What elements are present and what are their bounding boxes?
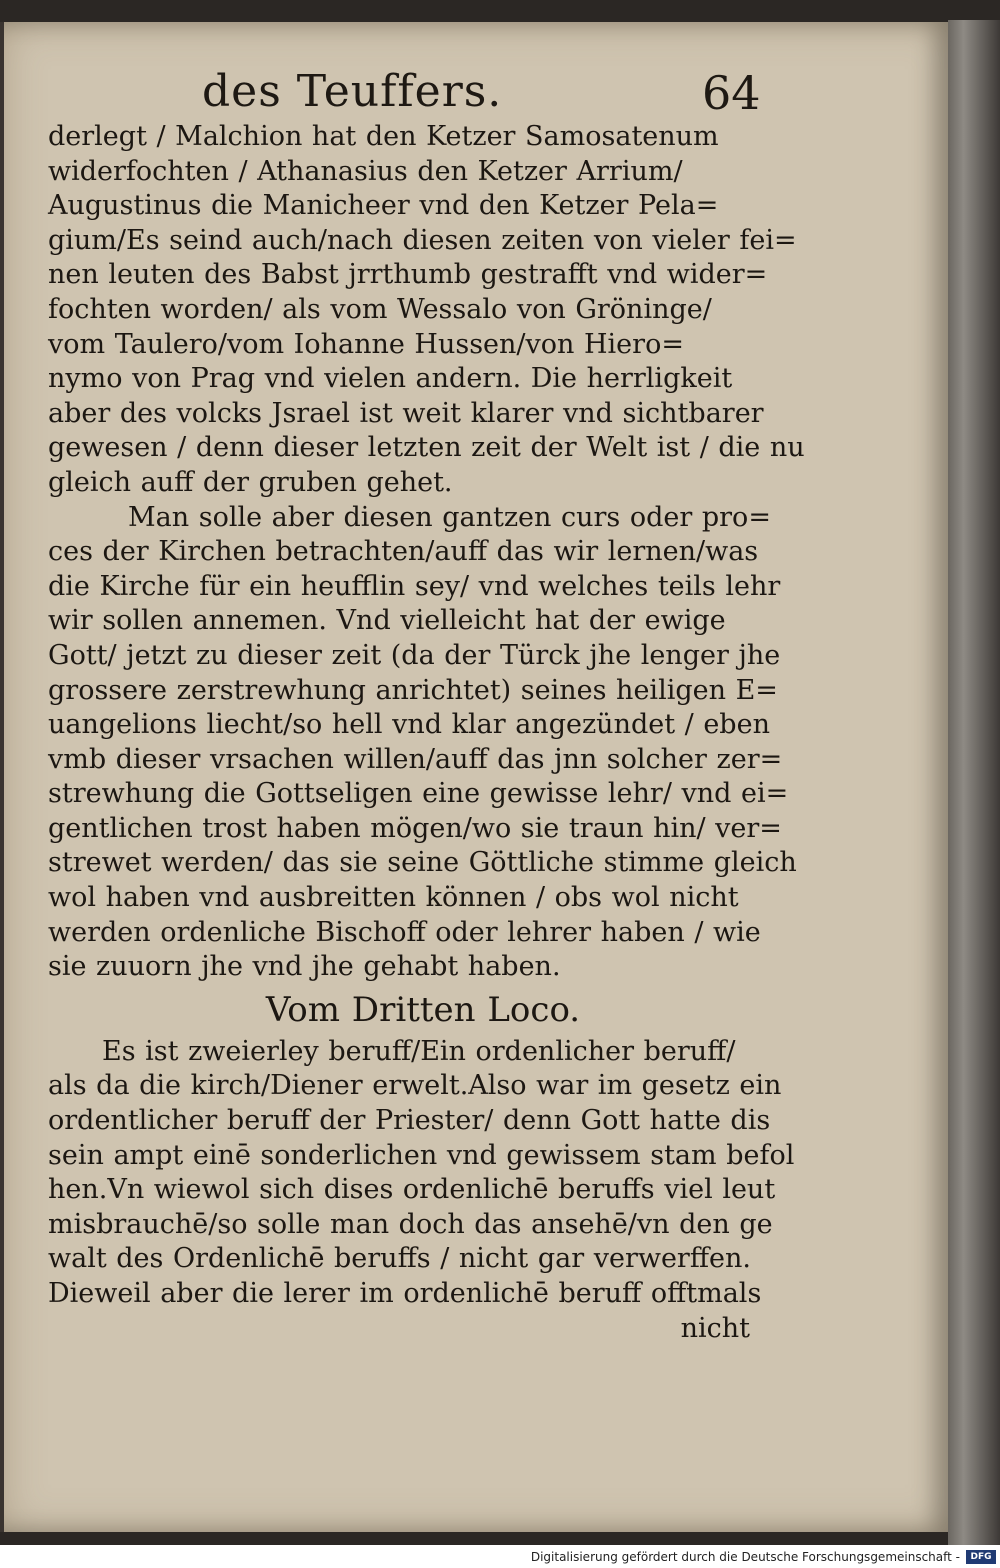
text-line: Augustinus die Manicheer vnd den Ketzer Pela= — [48, 190, 719, 222]
text-line: misbrauchē/so solle man doch das ansehē/vn den ge — [48, 1208, 773, 1240]
text-line: werden ordenliche Bischoff oder lehrer haben / wie — [48, 916, 761, 948]
text-line: Gott/ jetzt zu dieser zeit (da der Türck jhe lenger jhe — [48, 639, 781, 671]
text-line: Dieweil aber die lerer im ordenlichē beruff offtmals — [48, 1278, 762, 1309]
dfg-logo-icon: DFG — [966, 1550, 996, 1564]
catchword: nicht — [680, 1312, 750, 1344]
funding-credit: Digitalisierung gefördert durch die Deutsche Forschungsgemeinschaft - — [530, 1550, 960, 1564]
book-gutter — [948, 20, 1000, 1545]
text-line: Man solle aber diesen gantzen curs oder pro= — [128, 501, 771, 533]
book-page — [4, 22, 952, 1532]
text-line: gentlichen trost haben mögen/wo sie traun hin/ ver= — [48, 812, 782, 844]
text-line: vmb dieser vrsachen willen/auff das jnn solcher zer= — [48, 743, 783, 775]
text-line: sie zuuorn jhe vnd jhe gehabt haben. — [48, 951, 561, 983]
text-line: gewesen / denn dieser letzten zeit der Welt ist / die nu — [48, 432, 805, 464]
text-line: fochten worden/ als vom Wessalo von Gröninge/ — [48, 293, 712, 325]
text-line: nymo von Prag vnd vielen andern. Die herrligkeit — [48, 363, 733, 395]
text-line: grossere zerstrewhung anrichtet) seines heiligen E= — [48, 674, 778, 706]
page-number: 64 — [702, 66, 761, 120]
text-line: strewet werden/ das sie seine Göttliche stimme gleich — [48, 847, 797, 879]
text-line: strewhung die Gottseligen eine gewisse lehr/ vnd ei= — [48, 778, 789, 810]
text-line: sein ampt einē sonderlichen vnd gewissem stam befol — [48, 1139, 795, 1171]
text-line: nen leuten des Babst jrrthumb gestrafft vnd wider= — [48, 259, 768, 291]
text-line: wol haben vnd ausbreitten können / obs wol nicht — [48, 882, 739, 914]
text-line: uangelions liecht/so hell vnd klar angezündet / eben — [48, 709, 770, 741]
text-line: gleich auff der gruben gehet. — [48, 466, 453, 498]
text-line: ordentlicher beruff der Priester/ denn Gott hatte dis — [48, 1105, 771, 1137]
text-line: ces der Kirchen betrachten/auff das wir lernen/was — [48, 536, 759, 568]
running-title: des Teuffers. — [202, 66, 503, 117]
body-text — [48, 120, 805, 1346]
text-line: als da die kirch/Diener erwelt.Also war im gesetz ein — [48, 1070, 782, 1102]
text-line: walt des Ordenlichē beruffs / nicht gar verwerffen. — [48, 1243, 751, 1275]
section-heading: Vom Dritten Loco. — [265, 989, 581, 1030]
text-line: wir sollen annemen. Vnd vielleicht hat der ewige — [48, 605, 726, 637]
footer — [0, 1547, 1000, 1568]
text-line: vom Taulero/vom Iohanne Hussen/von Hiero= — [48, 328, 684, 360]
text-line: hen.Vn wiewol sich dises ordenlichē beruffs viel leut — [48, 1174, 776, 1206]
text-line: die Kirche für ein heufflin sey/ vnd welches teils lehr — [48, 570, 781, 602]
text-line: derlegt / Malchion hat den Ketzer Samosatenum — [48, 121, 719, 152]
text-line: aber des volcks Jsrael ist weit klarer vnd sichtbarer — [48, 397, 764, 429]
text-line: gium/Es seind auch/nach diesen zeiten von vieler fei= — [48, 224, 797, 256]
page-header — [4, 66, 952, 126]
text-line: Es ist zweierley beruff/Ein ordenlicher beruff/ — [102, 1035, 736, 1067]
text-line: widerfochten / Athanasius den Ketzer Arrium/ — [48, 155, 683, 187]
